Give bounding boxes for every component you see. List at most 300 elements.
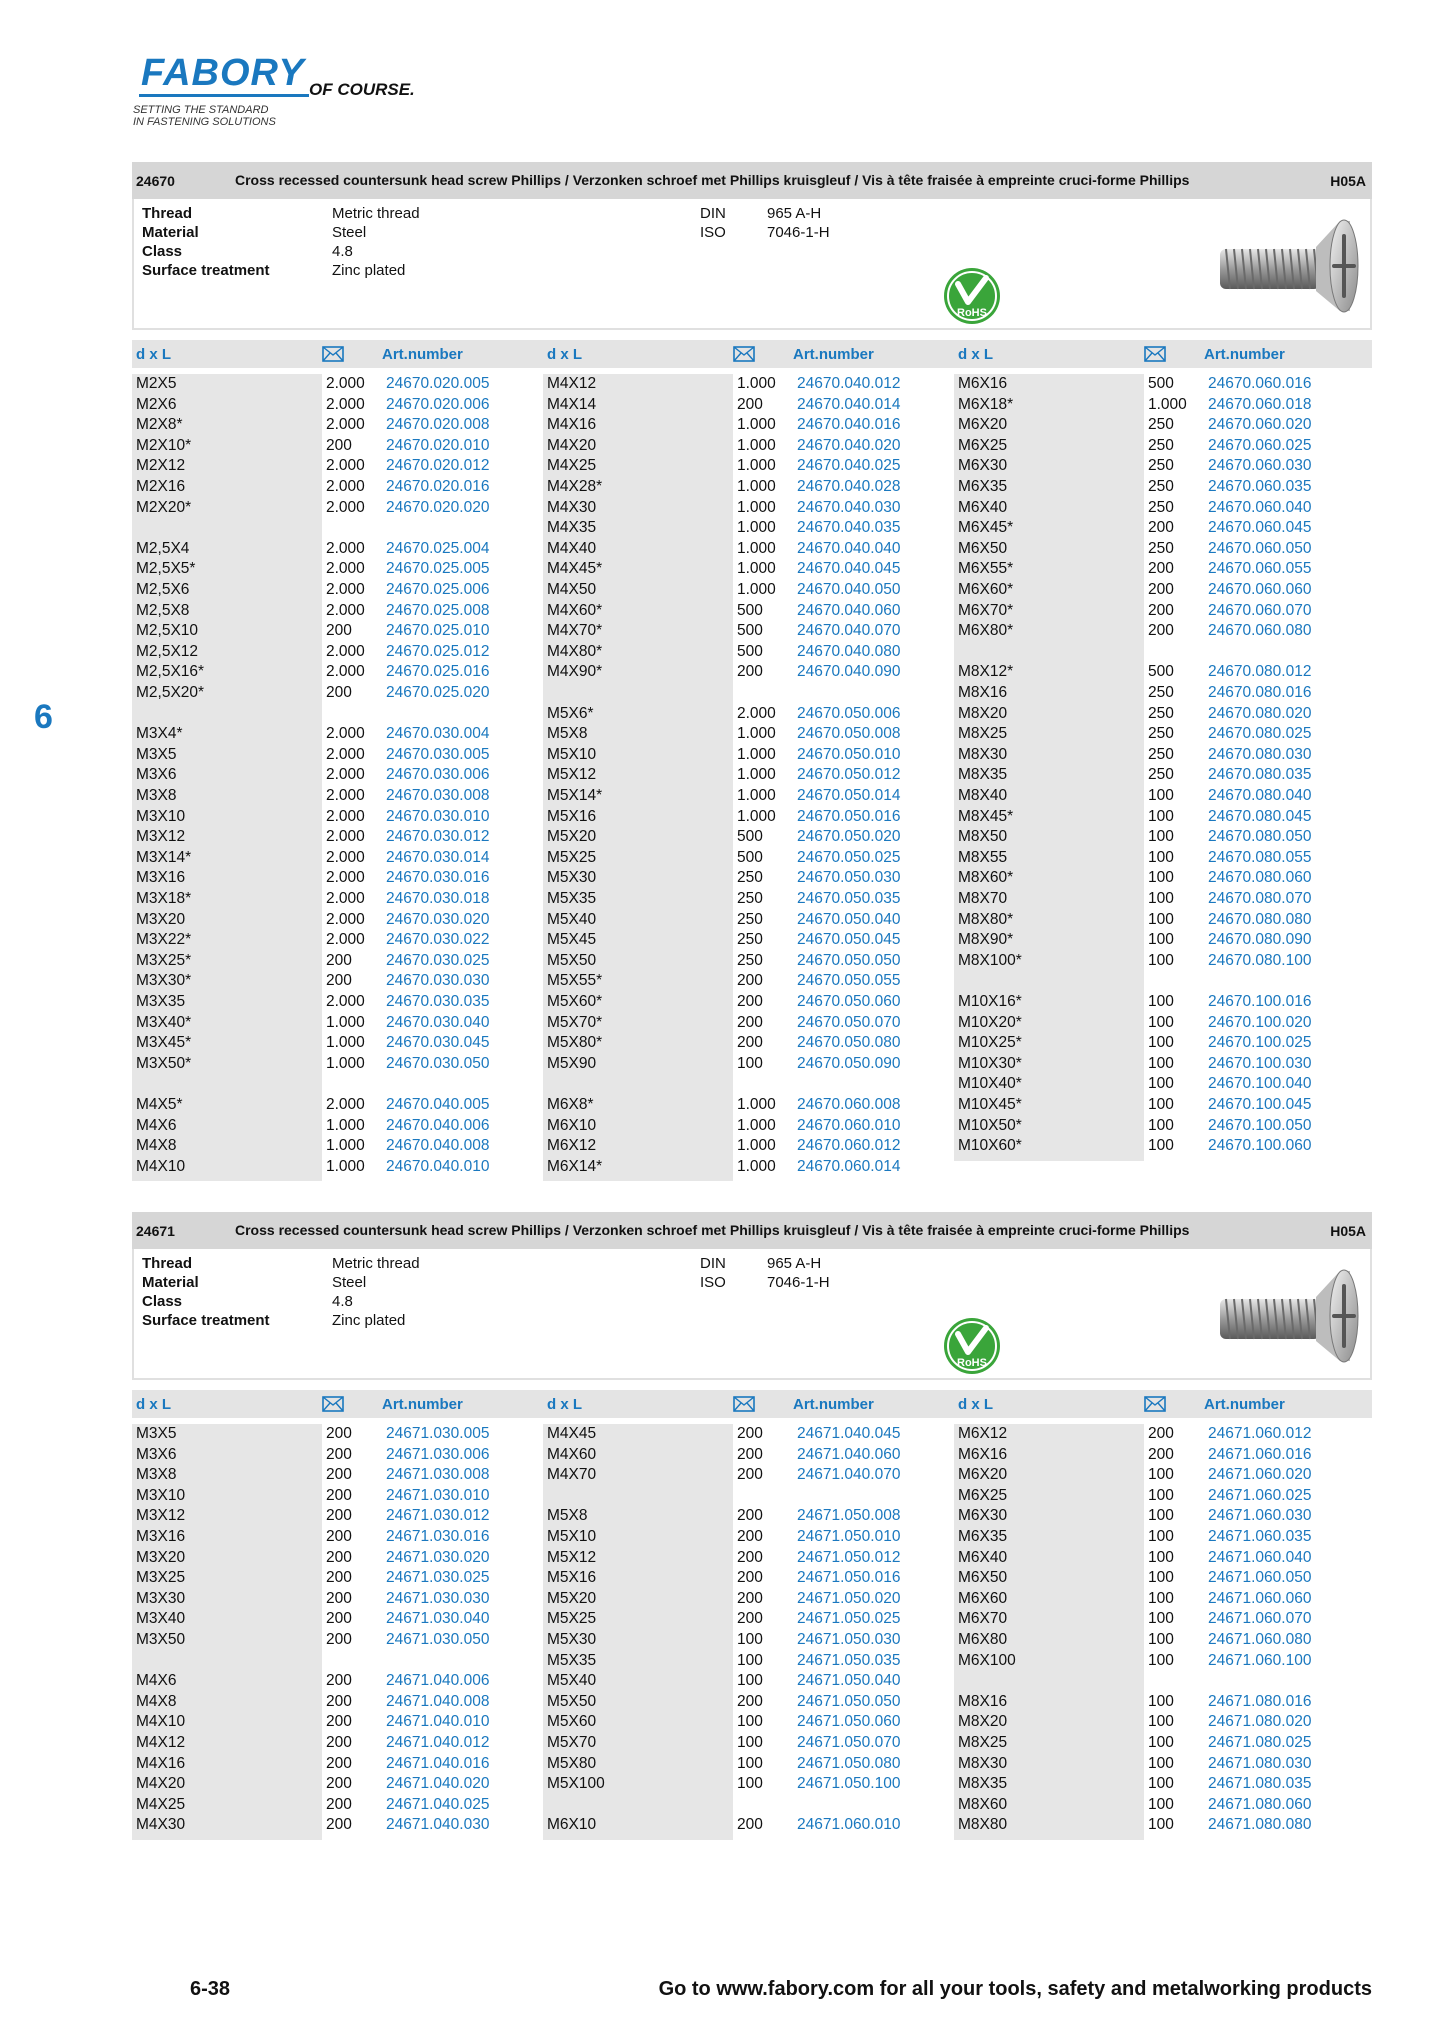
art-number-link[interactable]: 24670.040.050 [797, 581, 901, 598]
table-row[interactable] [954, 559, 1366, 579]
art-number-link[interactable]: 24671.040.030 [386, 1816, 490, 1834]
table-row[interactable] [543, 1424, 955, 1444]
table-row[interactable] [543, 1136, 955, 1156]
art-number-link[interactable]: 24671.040.045 [797, 1425, 901, 1442]
art-number-link[interactable]: 24670.080.045 [1208, 807, 1312, 825]
table-row[interactable] [132, 662, 544, 682]
table-row[interactable] [954, 1054, 1366, 1074]
art-number-link[interactable]: 24670.050.055 [797, 972, 901, 990]
art-number-link[interactable]: 24670.080.040 [1208, 787, 1312, 804]
art-number-link[interactable]: 24671.030.010 [386, 1486, 490, 1504]
table-row[interactable] [954, 1651, 1366, 1671]
table-row[interactable] [543, 786, 955, 806]
art-number-link[interactable]: 24671.050.030 [797, 1631, 901, 1648]
table-row[interactable] [954, 456, 1366, 476]
art-number-link[interactable]: 24670.040.005 [386, 1096, 490, 1113]
table-row[interactable] [954, 868, 1366, 888]
table-row[interactable] [132, 1692, 544, 1712]
art-number-link[interactable]: 24670.040.025 [797, 457, 901, 475]
table-row[interactable] [954, 1774, 1366, 1794]
table-row[interactable] [954, 1465, 1366, 1485]
art-number-link[interactable]: 24670.040.008 [386, 1137, 490, 1155]
art-number-link[interactable]: 24670.100.025 [1208, 1034, 1312, 1052]
art-number-link[interactable]: 24671.040.020 [386, 1775, 490, 1793]
table-row[interactable] [543, 415, 955, 435]
art-number-link[interactable]: 24671.060.050 [1208, 1569, 1312, 1587]
art-number-link[interactable]: 24670.040.045 [797, 560, 901, 578]
table-row[interactable] [132, 1671, 544, 1691]
table-row[interactable] [954, 1712, 1366, 1732]
art-number-link[interactable]: 24670.020.005 [386, 375, 490, 392]
art-number-link[interactable]: 24670.060.080 [1208, 622, 1312, 640]
art-number-link[interactable]: 24670.050.090 [797, 1054, 901, 1072]
art-number-link[interactable]: 24670.050.060 [797, 993, 901, 1010]
table-row[interactable] [132, 1116, 544, 1136]
art-number-link[interactable]: 24671.040.008 [386, 1692, 490, 1710]
table-row[interactable] [543, 765, 955, 785]
art-number-link[interactable]: 24670.060.025 [1208, 436, 1312, 454]
art-number-link[interactable]: 24670.030.016 [386, 869, 490, 887]
table-row[interactable] [543, 889, 955, 909]
art-number-link[interactable]: 24671.080.035 [1208, 1775, 1312, 1793]
table-row[interactable] [954, 1568, 1366, 1588]
table-row[interactable] [954, 1074, 1366, 1094]
table-row[interactable] [132, 1630, 544, 1650]
table-row[interactable] [543, 1630, 955, 1650]
art-number-link[interactable]: 24671.060.070 [1208, 1610, 1312, 1628]
table-row[interactable] [543, 910, 955, 930]
table-row[interactable] [132, 1095, 544, 1115]
table-row[interactable] [132, 683, 544, 703]
art-number-link[interactable]: 24671.080.016 [1208, 1692, 1312, 1710]
art-number-link[interactable]: 24670.050.050 [797, 951, 901, 969]
table-row[interactable] [954, 580, 1366, 600]
art-number-link[interactable]: 24670.020.008 [386, 416, 490, 434]
table-row[interactable] [954, 662, 1366, 682]
art-number-link[interactable]: 24671.040.025 [386, 1795, 490, 1813]
art-number-link[interactable]: 24670.080.060 [1208, 869, 1312, 887]
art-number-link[interactable]: 24670.025.012 [386, 642, 490, 660]
art-number-link[interactable]: 24670.080.025 [1208, 725, 1312, 743]
table-row[interactable] [954, 1095, 1366, 1115]
table-row[interactable] [954, 1548, 1366, 1568]
art-number-link[interactable]: 24671.050.012 [797, 1548, 901, 1566]
table-row[interactable] [543, 1157, 955, 1177]
art-number-link[interactable]: 24670.040.070 [797, 622, 901, 640]
table-row[interactable] [543, 436, 955, 456]
art-number-link[interactable]: 24670.020.006 [386, 395, 490, 413]
art-number-link[interactable]: 24670.080.020 [1208, 704, 1312, 722]
table-row[interactable] [132, 1424, 544, 1444]
art-number-link[interactable]: 24671.050.040 [797, 1672, 901, 1690]
art-number-link[interactable]: 24670.100.050 [1208, 1116, 1312, 1134]
table-row[interactable] [954, 1486, 1366, 1506]
art-number-link[interactable]: 24670.030.008 [386, 787, 490, 804]
art-number-link[interactable]: 24670.030.022 [386, 931, 490, 949]
table-row[interactable] [132, 1754, 544, 1774]
art-number-link[interactable]: 24670.030.030 [386, 972, 490, 990]
art-number-link[interactable]: 24671.050.025 [797, 1610, 901, 1628]
art-number-link[interactable]: 24670.030.018 [386, 890, 490, 907]
table-row[interactable] [543, 374, 955, 394]
table-row[interactable] [543, 1527, 955, 1547]
table-row[interactable] [954, 910, 1366, 930]
table-row[interactable] [954, 1692, 1366, 1712]
art-number-link[interactable]: 24670.040.010 [386, 1157, 490, 1175]
table-row[interactable] [543, 868, 955, 888]
table-row[interactable] [132, 1795, 544, 1815]
art-number-link[interactable]: 24671.030.005 [386, 1425, 490, 1442]
table-row[interactable] [132, 1527, 544, 1547]
art-number-link[interactable]: 24670.060.055 [1208, 560, 1312, 578]
table-row[interactable] [954, 683, 1366, 703]
art-number-link[interactable]: 24671.030.008 [386, 1466, 490, 1484]
table-row[interactable] [954, 827, 1366, 847]
table-row[interactable] [543, 1033, 955, 1053]
art-number-link[interactable]: 24671.040.006 [386, 1672, 490, 1690]
table-row[interactable] [954, 415, 1366, 435]
table-row[interactable] [543, 724, 955, 744]
table-row[interactable] [132, 1013, 544, 1033]
art-number-link[interactable]: 24670.060.020 [1208, 416, 1312, 434]
table-row[interactable] [543, 1568, 955, 1588]
art-number-link[interactable]: 24671.060.030 [1208, 1507, 1312, 1525]
table-row[interactable] [954, 498, 1366, 518]
art-number-link[interactable]: 24671.040.060 [797, 1445, 901, 1463]
table-row[interactable] [132, 1774, 544, 1794]
table-row[interactable] [132, 559, 544, 579]
table-row[interactable] [132, 1445, 544, 1465]
table-row[interactable] [543, 704, 955, 724]
table-row[interactable] [132, 827, 544, 847]
table-row[interactable] [132, 1465, 544, 1485]
table-row[interactable] [132, 910, 544, 930]
table-row[interactable] [543, 1465, 955, 1485]
table-row[interactable] [132, 1033, 544, 1053]
table-row[interactable] [132, 868, 544, 888]
art-number-link[interactable]: 24670.050.008 [797, 725, 901, 743]
art-number-link[interactable]: 24670.030.050 [386, 1054, 490, 1072]
art-number-link[interactable]: 24671.050.080 [797, 1754, 901, 1772]
art-number-link[interactable]: 24671.040.012 [386, 1734, 490, 1751]
art-number-link[interactable]: 24670.040.040 [797, 539, 901, 557]
table-row[interactable] [132, 395, 544, 415]
art-number-link[interactable]: 24671.030.006 [386, 1445, 490, 1463]
art-number-link[interactable]: 24670.060.016 [1208, 375, 1312, 392]
table-row[interactable] [543, 1774, 955, 1794]
art-number-link[interactable]: 24670.080.050 [1208, 828, 1312, 846]
table-row[interactable] [132, 889, 544, 909]
table-row[interactable] [132, 786, 544, 806]
table-row[interactable] [543, 1671, 955, 1691]
art-number-link[interactable]: 24671.080.080 [1208, 1816, 1312, 1834]
table-row[interactable] [543, 601, 955, 621]
table-row[interactable] [954, 1815, 1366, 1835]
art-number-link[interactable]: 24670.050.014 [797, 787, 901, 804]
table-row[interactable] [954, 848, 1366, 868]
table-row[interactable] [132, 539, 544, 559]
art-number-link[interactable]: 24670.050.006 [797, 704, 901, 722]
table-row[interactable] [543, 559, 955, 579]
art-number-link[interactable]: 24670.080.100 [1208, 951, 1312, 969]
table-row[interactable] [543, 951, 955, 971]
table-row[interactable] [543, 930, 955, 950]
table-row[interactable] [543, 1692, 955, 1712]
table-row[interactable] [954, 395, 1366, 415]
art-number-link[interactable]: 24671.030.025 [386, 1569, 490, 1587]
art-number-link[interactable]: 24671.050.020 [797, 1589, 901, 1607]
table-row[interactable] [543, 395, 955, 415]
table-row[interactable] [132, 1815, 544, 1835]
table-row[interactable] [954, 1033, 1366, 1053]
table-row[interactable] [132, 724, 544, 744]
art-number-link[interactable]: 24670.020.012 [386, 457, 490, 475]
art-number-link[interactable]: 24670.060.018 [1208, 395, 1312, 413]
table-row[interactable] [132, 374, 544, 394]
art-number-link[interactable]: 24670.040.080 [797, 642, 901, 660]
art-number-link[interactable]: 24671.060.020 [1208, 1466, 1312, 1484]
table-row[interactable] [543, 1589, 955, 1609]
art-number-link[interactable]: 24671.030.016 [386, 1528, 490, 1545]
table-row[interactable] [543, 621, 955, 641]
art-number-link[interactable]: 24670.080.035 [1208, 766, 1312, 784]
art-number-link[interactable]: 24670.030.035 [386, 993, 490, 1010]
art-number-link[interactable]: 24670.025.005 [386, 560, 490, 578]
art-number-link[interactable]: 24670.025.008 [386, 601, 490, 619]
art-number-link[interactable]: 24671.060.040 [1208, 1548, 1312, 1566]
art-number-link[interactable]: 24670.040.035 [797, 519, 901, 537]
table-row[interactable] [132, 415, 544, 435]
table-row[interactable] [132, 1157, 544, 1177]
art-number-link[interactable]: 24670.040.028 [797, 478, 901, 495]
art-number-link[interactable]: 24670.030.025 [386, 951, 490, 969]
art-number-link[interactable]: 24670.060.030 [1208, 457, 1312, 475]
art-number-link[interactable]: 24671.080.060 [1208, 1795, 1312, 1813]
art-number-link[interactable]: 24671.030.040 [386, 1610, 490, 1628]
art-number-link[interactable]: 24671.050.010 [797, 1528, 901, 1545]
table-row[interactable] [954, 1424, 1366, 1444]
art-number-link[interactable]: 24670.050.035 [797, 890, 901, 907]
table-row[interactable] [543, 477, 955, 497]
art-number-link[interactable]: 24670.025.010 [386, 622, 490, 640]
art-number-link[interactable]: 24670.030.014 [386, 848, 490, 866]
art-number-link[interactable]: 24670.080.055 [1208, 848, 1312, 866]
table-row[interactable] [543, 1445, 955, 1465]
table-row[interactable] [543, 662, 955, 682]
art-number-link[interactable]: 24670.100.040 [1208, 1075, 1312, 1093]
table-row[interactable] [954, 1733, 1366, 1753]
table-row[interactable] [954, 807, 1366, 827]
table-row[interactable] [132, 765, 544, 785]
art-number-link[interactable]: 24670.025.016 [386, 663, 490, 681]
art-number-link[interactable]: 24670.100.060 [1208, 1137, 1312, 1155]
art-number-link[interactable]: 24670.060.035 [1208, 478, 1312, 495]
table-row[interactable] [543, 1609, 955, 1629]
art-number-link[interactable]: 24670.020.016 [386, 478, 490, 495]
table-row[interactable] [132, 477, 544, 497]
table-row[interactable] [954, 1754, 1366, 1774]
art-number-link[interactable]: 24670.030.040 [386, 1013, 490, 1031]
art-number-link[interactable]: 24670.100.016 [1208, 993, 1312, 1010]
art-number-link[interactable]: 24670.080.030 [1208, 745, 1312, 763]
table-row[interactable] [543, 1712, 955, 1732]
art-number-link[interactable]: 24671.060.060 [1208, 1589, 1312, 1607]
table-row[interactable] [954, 765, 1366, 785]
table-row[interactable] [132, 745, 544, 765]
art-number-link[interactable]: 24670.050.080 [797, 1034, 901, 1052]
art-number-link[interactable]: 24671.040.010 [386, 1713, 490, 1731]
art-number-link[interactable]: 24671.050.035 [797, 1651, 901, 1669]
art-number-link[interactable]: 24670.080.016 [1208, 684, 1312, 701]
table-row[interactable] [132, 601, 544, 621]
table-row[interactable] [132, 1568, 544, 1588]
art-number-link[interactable]: 24670.050.020 [797, 828, 901, 846]
art-number-link[interactable]: 24670.030.012 [386, 828, 490, 846]
art-number-link[interactable]: 24670.080.070 [1208, 890, 1312, 907]
fabory-logo[interactable] [133, 52, 433, 132]
table-row[interactable] [954, 1445, 1366, 1465]
table-row[interactable] [132, 807, 544, 827]
art-number-link[interactable]: 24671.050.060 [797, 1713, 901, 1731]
art-number-link[interactable]: 24670.030.004 [386, 725, 490, 743]
table-row[interactable] [543, 1054, 955, 1074]
art-number-link[interactable]: 24671.030.050 [386, 1631, 490, 1648]
art-number-link[interactable]: 24671.030.020 [386, 1548, 490, 1566]
art-number-link[interactable]: 24671.050.100 [797, 1775, 901, 1793]
art-number-link[interactable]: 24670.050.025 [797, 848, 901, 866]
art-number-link[interactable]: 24670.030.045 [386, 1034, 490, 1052]
art-number-link[interactable]: 24670.040.030 [797, 498, 901, 516]
art-number-link[interactable]: 24671.040.070 [797, 1466, 901, 1484]
table-row[interactable] [543, 518, 955, 538]
art-number-link[interactable]: 24670.060.050 [1208, 539, 1312, 557]
table-row[interactable] [132, 621, 544, 641]
art-number-link[interactable]: 24670.060.040 [1208, 498, 1312, 516]
art-number-link[interactable]: 24670.040.012 [797, 375, 901, 392]
art-number-link[interactable]: 24670.050.045 [797, 931, 901, 949]
art-number-link[interactable]: 24670.025.006 [386, 581, 490, 598]
art-number-link[interactable]: 24670.020.020 [386, 498, 490, 516]
art-number-link[interactable]: 24670.080.012 [1208, 663, 1312, 681]
art-number-link[interactable]: 24670.060.012 [797, 1137, 901, 1155]
table-row[interactable] [954, 601, 1366, 621]
art-number-link[interactable]: 24670.060.010 [797, 1116, 901, 1134]
table-row[interactable] [954, 1589, 1366, 1609]
art-number-link[interactable]: 24671.050.016 [797, 1569, 901, 1587]
table-row[interactable] [543, 1733, 955, 1753]
art-number-link[interactable]: 24671.060.016 [1208, 1445, 1312, 1463]
table-row[interactable] [954, 724, 1366, 744]
art-number-link[interactable]: 24671.060.035 [1208, 1528, 1312, 1545]
table-row[interactable] [132, 1548, 544, 1568]
table-row[interactable] [543, 1548, 955, 1568]
art-number-link[interactable]: 24670.030.005 [386, 745, 490, 763]
table-row[interactable] [132, 1733, 544, 1753]
art-number-link[interactable]: 24670.030.020 [386, 910, 490, 928]
art-number-link[interactable]: 24670.060.008 [797, 1096, 901, 1113]
art-number-link[interactable]: 24670.050.010 [797, 745, 901, 763]
art-number-link[interactable]: 24671.050.008 [797, 1507, 901, 1525]
table-row[interactable] [954, 704, 1366, 724]
art-number-link[interactable]: 24671.060.025 [1208, 1486, 1312, 1504]
art-number-link[interactable]: 24670.060.070 [1208, 601, 1312, 619]
art-number-link[interactable]: 24670.040.014 [797, 395, 901, 413]
table-row[interactable] [543, 745, 955, 765]
table-row[interactable] [954, 1013, 1366, 1033]
art-number-link[interactable]: 24670.050.016 [797, 807, 901, 825]
table-row[interactable] [543, 1013, 955, 1033]
table-row[interactable] [543, 971, 955, 991]
table-row[interactable] [954, 518, 1366, 538]
table-row[interactable] [954, 992, 1366, 1012]
table-row[interactable] [543, 827, 955, 847]
table-row[interactable] [132, 1136, 544, 1156]
art-number-link[interactable]: 24671.080.020 [1208, 1713, 1312, 1731]
art-number-link[interactable]: 24670.040.090 [797, 663, 901, 681]
table-row[interactable] [543, 807, 955, 827]
table-row[interactable] [543, 992, 955, 1012]
table-row[interactable] [132, 1506, 544, 1526]
art-number-link[interactable]: 24670.050.030 [797, 869, 901, 887]
table-row[interactable] [132, 1589, 544, 1609]
table-row[interactable] [954, 1506, 1366, 1526]
art-number-link[interactable]: 24670.100.045 [1208, 1096, 1312, 1113]
table-row[interactable] [543, 1116, 955, 1136]
art-number-link[interactable]: 24670.030.006 [386, 766, 490, 784]
table-row[interactable] [954, 745, 1366, 765]
table-row[interactable] [132, 436, 544, 456]
table-row[interactable] [954, 1136, 1366, 1156]
art-number-link[interactable]: 24670.050.040 [797, 910, 901, 928]
table-row[interactable] [954, 1630, 1366, 1650]
table-row[interactable] [132, 848, 544, 868]
table-row[interactable] [132, 971, 544, 991]
table-row[interactable] [954, 436, 1366, 456]
table-row[interactable] [954, 786, 1366, 806]
table-row[interactable] [132, 1712, 544, 1732]
art-number-link[interactable]: 24670.020.010 [386, 436, 490, 454]
table-row[interactable] [132, 1609, 544, 1629]
art-number-link[interactable]: 24671.030.030 [386, 1589, 490, 1607]
art-number-link[interactable]: 24670.025.020 [386, 684, 490, 701]
table-row[interactable] [543, 642, 955, 662]
art-number-link[interactable]: 24670.100.020 [1208, 1013, 1312, 1031]
art-number-link[interactable]: 24670.040.006 [386, 1116, 490, 1134]
table-row[interactable] [132, 1054, 544, 1074]
art-number-link[interactable]: 24671.080.025 [1208, 1734, 1312, 1751]
table-row[interactable] [543, 848, 955, 868]
footer-link-text[interactable]: Go to www.fabory.com for all your tools, safety and metalworking products [658, 1978, 1372, 2000]
art-number-link[interactable]: 24670.080.090 [1208, 931, 1312, 949]
table-row[interactable] [132, 992, 544, 1012]
table-row[interactable] [954, 1609, 1366, 1629]
art-number-link[interactable]: 24670.040.020 [797, 436, 901, 454]
art-number-link[interactable]: 24671.060.080 [1208, 1631, 1312, 1648]
table-row[interactable] [132, 930, 544, 950]
table-row[interactable] [954, 930, 1366, 950]
art-number-link[interactable]: 24670.025.004 [386, 539, 490, 557]
table-row[interactable] [132, 951, 544, 971]
table-row[interactable] [132, 580, 544, 600]
art-number-link[interactable]: 24671.060.012 [1208, 1425, 1312, 1442]
art-number-link[interactable]: 24670.060.045 [1208, 519, 1312, 537]
table-row[interactable] [543, 498, 955, 518]
art-number-link[interactable]: 24670.060.060 [1208, 581, 1312, 598]
table-row[interactable] [954, 1795, 1366, 1815]
table-row[interactable] [543, 456, 955, 476]
art-number-link[interactable]: 24670.060.014 [797, 1157, 901, 1175]
table-row[interactable] [954, 374, 1366, 394]
